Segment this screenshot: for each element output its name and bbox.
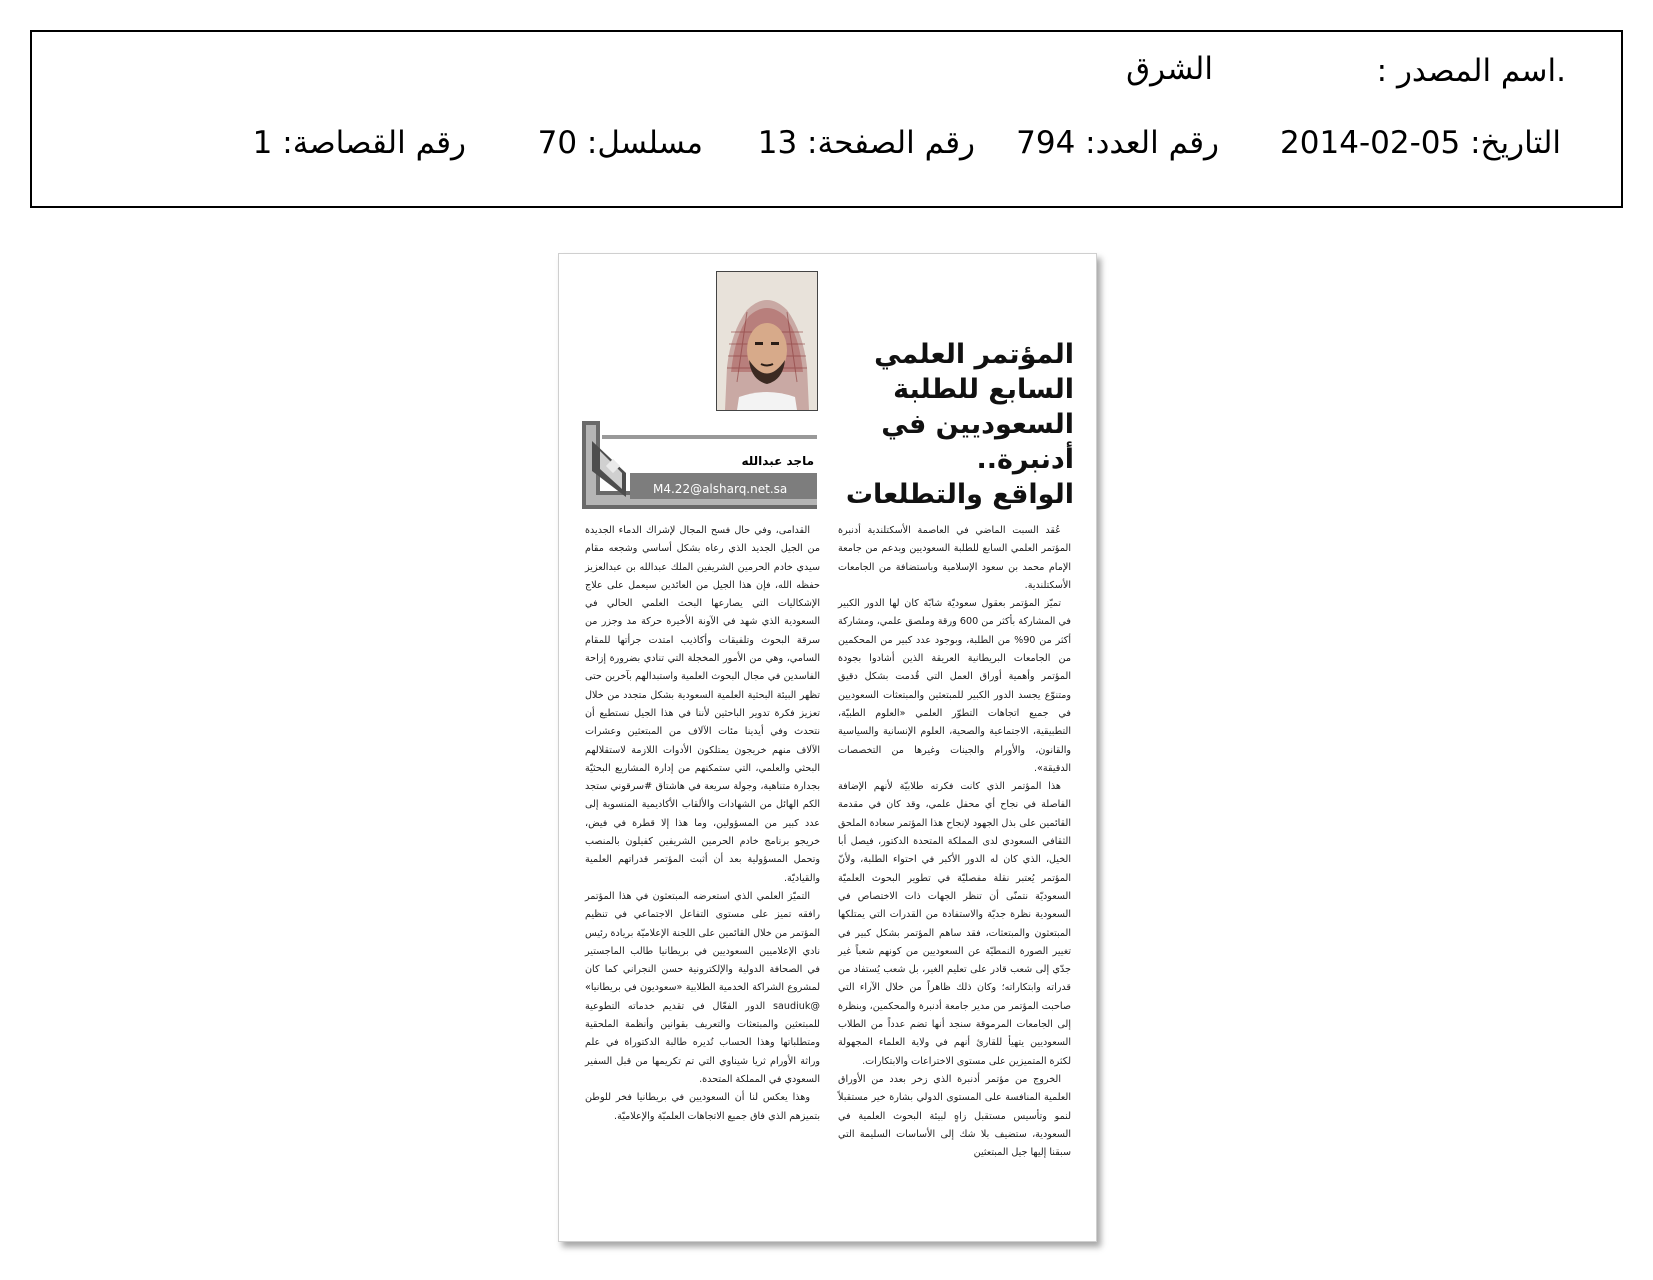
clip-number: رقم القصاصة: 1	[252, 125, 466, 161]
serial-number: مسلسل: 70	[537, 125, 703, 161]
headline-line: الواقع والتطلعات	[845, 479, 1074, 510]
headline-line: السابع للطلبة	[893, 374, 1074, 405]
author-name: ماجد عبدالله	[741, 454, 814, 468]
article-paragraph: وهذا يعكس لنا أن السعوديين في بريطانيا فخر للوطن بتميزهم الذي فاق جميع الاتجاهات العلميّة والإعلاميّة.	[585, 1092, 820, 1122]
article-paragraph: الخروج من مؤتمر أدنبرة الذي زخر بعدد من الأوراق العلمية المنافسة على المستوى الدولي بشارة خير مستقبلاً لنمو وتأسيس مستقبل زاهٍ لبيئة البحوث العلمية في السعودية، ستضيف بلا شك إلى الأساسات السليمة التي سبقنا إليها جيل المبتعثين	[838, 1073, 1071, 1159]
source-label: .اسم المصدر :	[1376, 53, 1566, 89]
source-info-box	[30, 30, 1623, 208]
date-field: التاريخ: 05-02-2014	[1280, 125, 1561, 161]
article-paragraph: التميّز العلمي الذي استعرضه المبتعثون في هذا المؤتمر رافقه تميز على مستوى التفاعل الاجتماعي في تنظيم المؤتمر من خلال القائمين على اللجنة الإعلاميّة بريادة رئيس نادي الإعلاميين السعوديين في بريطانيا طالب الماجستير في الصحافة الدولية والإلكترونية حسن النجراني كما كان لمشروع الشراكة الخدمية الطلابية «سعوديون في بريطانيا» @saudiuk الدور الفعّال في تقديم خدماته التطوعية للمبتعثين والمبتعثات والتعريف بقوانين وأنظمة الملحقية ومتطلباتها وهذا الحساب تُديره طالبة الدكتوراة في علم وراثة الأورام ثريا شيناوي التي تم تكريمها من قبل السفير السعودي في المملكة المتحدة.	[585, 890, 820, 1085]
article-column-left	[585, 522, 820, 1126]
article-paragraph: القدامى، وفي حال فسح المجال لإشراك الدماء الجديدة من الجيل الجديد الذي رعاه بشكل أساسي وشجعه مقام سيدي خادم الحرمين الشريفين الملك عبدالله بن عبدالعزيز حفظه الله، فإن هذا الجيل من العائدين سيعمل على علاج الإشكاليات التي يصارعها البحث العلمي الحالي في السعودية الذي شهد في الآونة الأخيرة حركة مد وجزر من سرقة البحوث وتلفيقات وأكاذيب امتدت جرأتها للمقام السامي، وهي من الأمور المخجلة التي تنادي بضرورة إزاحة الفاسدين في مجال البحوث العلمية واستبدالهم بآخرين حتى تظهر البيئة البحثية العلمية السعودية بشكل متجدد من خلال تعزيز فكرة تدوير الباحثين لأننا في هذا الجيل نستطيع أن نتحدث وفي أيدينا مئات الآلاف من المبتعثين وعشرات الآلاف منهم خريجون يمتلكون الأدوات اللازمة لاستقلالهم البحثي والعلمي، التي ستمكنهم من إدارة المشاريع البحثيّة بجدارة متناهية، وجولة سريعة في هاشتاق #سرقوني ستجد الكم الهائل من الشهادات والألقاب الأكاديمية المنسوبة إلى عدد كبير من المسؤولين، وما هذا إلا قطرة في فيض، خريجو برنامج خادم الحرمين الشريفين كفيلون بالمنصب وتحمل المسؤولية بعد أن أثبت المؤتمر قدراتهم العلمية والقياديّة.	[585, 525, 820, 884]
author-portrait-image	[717, 272, 817, 410]
author-photo	[716, 271, 818, 411]
page-number: رقم الصفحة: 13	[757, 125, 975, 161]
article-paragraph: هذا المؤتمر الذي كانت فكرته طلابيّة لأنهم الإضافة الفاصلة في نجاح أي محفل علمي، وقد كان في مقدمة القائمين على بذل الجهود لإنجاح هذا المؤتمر سعادة الملحق الثقافي السعودي لدى المملكة المتحدة الدكتور، فيصل أبا الخيل، الذي كان له الدور الأكبر في احتواء الطلبة، ولأنّ المؤتمر يُعتبر نقلة مفصليّة في تطوير البحوث العلميّة السعوديّة نتمنّى أن تنظر الجهات ذات الاختصاص في السعودية نظرة جديّة والاستفادة من القدرات التي يمتلكها المبتعثون والمبتعثات، فقد ساهم المؤتمر بشكل كبير في تغيير الصورة النمطيّة عن السعوديين من كونهم شعباً غير جدّي إلى شعب قادر على تعليم الغير، بل شعب يُستفاد من قدراته وابتكاراته؛ وكان ذلك ظاهراً من خلال الآراء التي صاحبت المؤتمر من مدير جامعة أدنبرة والمحكمين، وبنظرة إلى الجامعات المرموقة سنجد أنها تضم عدداً من الطلاب السعوديين يتهيأ للقارئ أنهم في ولاية العلماء المجهولة لكثرة المتميزين على مستوى الاختراعات والابتكارات.	[838, 781, 1071, 1067]
headline-line: السعوديين في أدنبرة..	[881, 409, 1074, 475]
author-email: M4.22@alsharq.net.sa	[653, 482, 788, 496]
article-column-right	[838, 522, 1071, 1162]
newspaper-clipping	[558, 253, 1097, 1242]
source-value: الشرق	[1126, 51, 1213, 87]
issue-number: رقم العدد: 794	[1016, 125, 1219, 161]
article-paragraph: عُقد السبت الماضي في العاصمة الأسكتلندية أدنبرة المؤتمر العلمي السابع للطلبة السعوديين وبدعم من جامعة الإمام محمد بن سعود الإسلامية وباستضافة من الجامعات الأسكتلندية.	[838, 525, 1071, 591]
article-paragraph: تميّز المؤتمر بعقول سعوديّة شابّة كان لها الدور الكبير في المشاركة بأكثر من 600 ورقة وملصق علمي، ومشاركة أكثر من 90% من الطلبة، وبوجود عدد كبير من المحكمين من الجامعات البريطانية العريقة الذين أشادوا بجودة المؤتمر وأهمية أوراق العمل التي قُدمت بشكل دقيق ومتنوّع يجسد الدور الكبير للمبتعثين والمبتعثات السعوديين في جميع اتجاهات التطوّر العلمي «العلوم الطبيّة، التطبيقية، الاجتماعية والصحية، العلوم الإنسانية والسياسية والقانون، والأورام والجينات وغيرها من التخصصات الدقيقة».	[838, 598, 1071, 774]
article-headline	[806, 337, 1074, 512]
headline-line: المؤتمر العلمي	[874, 339, 1074, 370]
